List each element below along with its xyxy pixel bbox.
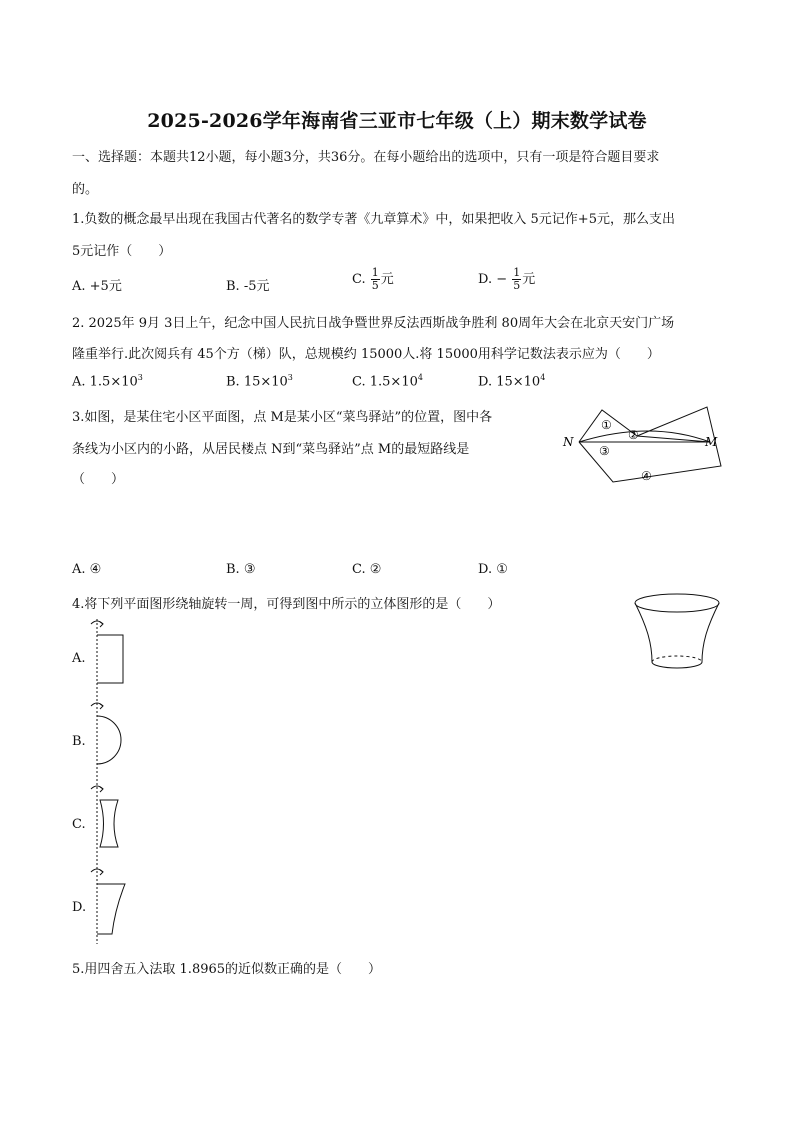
question-2-option-c — [352, 373, 423, 389]
section-instructions-line1: 一、选择题：本题共12小题，每小题3分，共36分。在每小题给出的选项中，只有一项是符合题目要求 — [72, 150, 660, 165]
question-1-option-d — [478, 267, 535, 292]
fraction — [512, 267, 521, 292]
question-3-option-c: C. ② — [352, 562, 382, 577]
question-1-option-a: A. +5元 — [72, 279, 122, 294]
point-n-label: N — [563, 435, 574, 449]
question-4-option-d-label: D. — [72, 900, 87, 915]
option-text: A. 1.5×10 — [72, 374, 138, 390]
question-3-line2: 条线为小区内的小路，从居民楼点 N到“菜鸟驿站”点 M的最短路线是 — [72, 442, 470, 457]
question-2-line1: 2. 2025年 9月 3日上午，纪念中国人民抗日战争暨世界反法西斯战争胜利 80周年大会在北京天安门广场 — [72, 316, 675, 331]
option-d-shape — [91, 869, 125, 934]
question-4-option-a-label: A. — [72, 651, 86, 666]
route-map-figure — [555, 400, 735, 490]
fraction-denominator: 5 — [513, 279, 521, 292]
option-d-suffix: 元 — [522, 272, 536, 287]
exponent: 4 — [417, 373, 423, 382]
option-d-prefix: D. − — [478, 272, 508, 287]
question-1-line2: 5元记作（ ） — [72, 244, 172, 259]
route-1-label: ① — [601, 418, 612, 432]
option-text: D. 15×10 — [478, 374, 541, 390]
option-c-prefix: C. — [352, 272, 366, 287]
route-4-label: ④ — [641, 469, 652, 483]
question-1-option-c — [352, 267, 394, 292]
question-4-option-c-label: C. — [72, 817, 86, 832]
option-b-shape — [91, 703, 121, 764]
fraction-numerator: 1 — [513, 266, 521, 279]
question-2-line2: 隆重举行.此次阅兵有 45个方（梯）队，总规模约 15000人.将 15000用科学记数法表示应为（ ） — [72, 347, 660, 362]
route-2-label: ② — [628, 428, 639, 442]
question-1-option-b: B. -5元 — [226, 279, 270, 294]
rotation-axis-figure — [85, 614, 145, 949]
fraction — [371, 267, 380, 292]
vase-solid-figure — [630, 590, 730, 675]
page-title: 2025-2026学年海南省三亚市七年级（上）期末数学试卷 — [147, 110, 647, 132]
option-c-suffix: 元 — [380, 272, 394, 287]
question-5-line1: 5.用四舍五入法取 1.8965的近似数正确的是（ ） — [72, 962, 382, 977]
question-2-option-d — [478, 373, 545, 389]
option-text: B. 15×10 — [226, 374, 288, 390]
fraction-numerator: 1 — [371, 266, 379, 279]
point-m-label: M — [705, 435, 718, 449]
question-3-line3: （ ） — [72, 472, 125, 487]
exponent: 3 — [137, 373, 143, 382]
exponent: 3 — [287, 373, 293, 382]
question-3-line1: 3.如图，是某住宅小区平面图，点 M是某小区“菜鸟驿站”的位置，图中各 — [72, 410, 493, 425]
question-3-option-a: A. ④ — [72, 562, 102, 577]
question-3-option-d: D. ① — [478, 562, 508, 577]
question-2-option-a — [72, 373, 143, 389]
option-c-shape — [91, 786, 118, 847]
question-4-line1: 4.将下列平面图形绕轴旋转一周，可得到图中所示的立体图形的是（ ） — [72, 597, 501, 612]
question-3-option-b: B. ③ — [226, 562, 256, 577]
fraction-denominator: 5 — [371, 279, 379, 292]
option-a-shape — [91, 621, 123, 683]
route-3-label: ③ — [599, 444, 610, 458]
question-1-line1: 1.负数的概念最早出现在我国古代著名的数学专著《九章算术》中，如果把收入 5元记作+5元，那么支出 — [72, 212, 675, 227]
exponent: 4 — [540, 373, 546, 382]
section-instructions-line2: 的。 — [72, 182, 99, 197]
question-4-option-b-label: B. — [72, 734, 86, 749]
option-text: C. 1.5×10 — [352, 374, 418, 390]
question-2-option-b — [226, 373, 293, 389]
